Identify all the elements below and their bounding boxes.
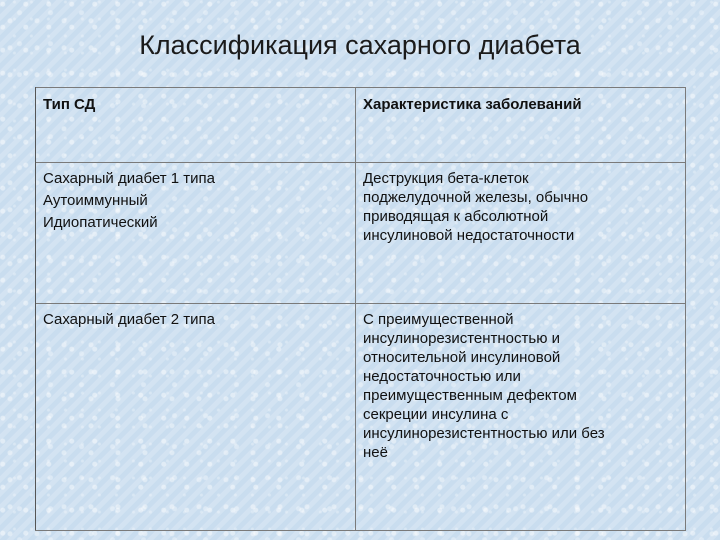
description-line: Деструкция бета-клеток — [363, 170, 529, 187]
description-cell — [356, 304, 686, 531]
type-subtype: Аутоиммунный — [43, 192, 148, 209]
table-header-row — [36, 88, 686, 163]
header-characteristic: Характеристика заболеваний — [356, 88, 686, 163]
description-line: приводящая к абсолютной — [363, 208, 549, 225]
description-line: инсулинорезистентностью и — [363, 330, 561, 347]
table-row — [36, 163, 686, 304]
table-row — [36, 304, 686, 531]
description-line: относительной инсулиновой — [363, 349, 561, 366]
description-line: инсулиновой недостаточности — [363, 227, 575, 244]
description-line: поджелудочной железы, обычно — [363, 189, 589, 206]
type-name: Сахарный диабет 2 типа — [43, 311, 215, 328]
table-left-border — [35, 87, 36, 530]
type-name: Сахарный диабет 1 типа — [43, 170, 215, 187]
description-line: инсулинорезистентностью или без — [363, 425, 605, 442]
description-cell — [356, 163, 686, 304]
description-line: преимущественным дефектом — [363, 387, 577, 404]
header-type: Тип СД — [36, 88, 356, 163]
type-cell — [36, 304, 356, 531]
description-line: С преимущественной — [363, 311, 514, 328]
description-line: секреции инсулина с — [363, 406, 509, 423]
classification-table — [35, 87, 686, 531]
type-subtype: Идиопатический — [43, 214, 158, 231]
type-cell — [36, 163, 356, 304]
slide-title: Классификация сахарного диабета — [139, 30, 581, 60]
description-line: недостаточностью или — [363, 368, 521, 385]
description-line: неё — [363, 444, 388, 461]
